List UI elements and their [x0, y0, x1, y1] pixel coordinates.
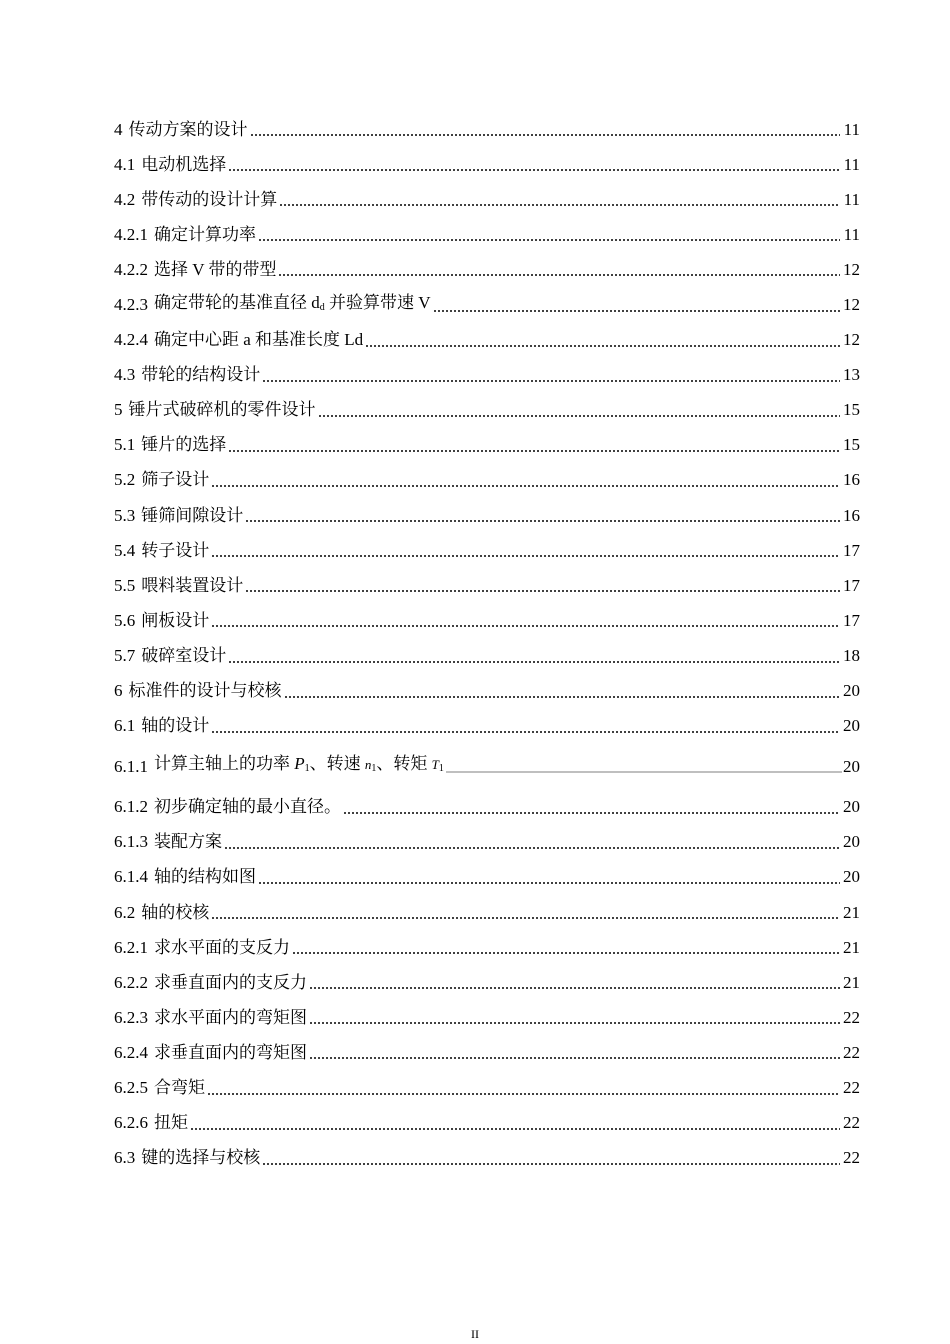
toc-title: 转子设计: [141, 540, 210, 560]
toc-entry-6-1-3[interactable]: [114, 825, 860, 860]
toc-entry-6-1-1[interactable]: [114, 744, 860, 790]
toc-entry-6-1-4[interactable]: [114, 860, 860, 895]
toc-page: 20: [843, 867, 860, 887]
dot-leader: [211, 625, 840, 627]
toc-page: 12: [843, 295, 860, 315]
toc-page: 21: [843, 972, 860, 992]
toc-number: 4.1: [114, 154, 136, 174]
toc-title-part: 、转矩: [376, 754, 432, 774]
dot-leader: [309, 1022, 840, 1024]
toc-title: 闸板设计: [141, 610, 210, 630]
toc-title: 求垂直面内的弯矩图: [154, 1042, 307, 1062]
toc-page: 16: [843, 470, 860, 490]
toc-entry-4[interactable]: [114, 112, 860, 147]
toc-title: [154, 754, 444, 779]
toc-title-part: 、转速: [309, 754, 365, 774]
dot-leader: [279, 204, 840, 206]
toc-title: 扭矩: [154, 1113, 188, 1133]
dot-leader: [211, 731, 840, 733]
dot-leader: [292, 952, 840, 954]
toc-entry-4-2-2[interactable]: [114, 252, 860, 287]
dot-leader: [245, 520, 840, 522]
toc-entry-4-2[interactable]: [114, 182, 860, 217]
dot-leader: [262, 380, 840, 382]
toc-title: 带传动的设计计算: [141, 189, 278, 209]
toc-title: 锤筛间隙设计: [141, 505, 244, 525]
dot-leader: [190, 1128, 840, 1130]
dot-leader: [446, 771, 842, 773]
subscript: 1: [438, 763, 444, 775]
toc-entry-5[interactable]: [114, 393, 860, 428]
toc-page: 15: [843, 435, 860, 455]
dot-leader: [343, 812, 840, 814]
toc-entry-6-2-2[interactable]: [114, 965, 860, 1000]
dot-leader: [245, 590, 840, 592]
symbol-torque: T: [431, 757, 439, 773]
toc-page: 15: [843, 400, 860, 420]
toc-page: 20: [843, 681, 860, 701]
toc-title: 传动方案的设计: [128, 119, 248, 139]
toc-page: 11: [843, 189, 860, 209]
toc-entry-6-2[interactable]: [114, 895, 860, 930]
dot-leader: [228, 169, 840, 171]
dot-leader: [224, 847, 840, 849]
toc-number: 6.2.6: [114, 1113, 148, 1133]
dot-leader: [433, 310, 840, 312]
toc-number: 5.5: [114, 575, 136, 595]
toc-number: 6.1.1: [114, 756, 148, 776]
toc-page: 17: [843, 575, 860, 595]
page-number-footer: II: [471, 1327, 479, 1341]
toc-page: 12: [843, 259, 860, 279]
toc-title: 选择 V 带的带型: [154, 259, 277, 279]
symbol-speed: n: [364, 757, 372, 773]
toc-page: 20: [843, 756, 860, 776]
toc-entry-4-2-3[interactable]: [114, 287, 860, 322]
toc-entry-6-1[interactable]: [114, 709, 860, 744]
toc-title: 轴的结构如图: [154, 867, 256, 887]
toc-page: 11: [843, 154, 860, 174]
toc-title: 求水平面内的弯矩图: [154, 1007, 307, 1027]
symbol-power: P: [294, 754, 305, 774]
toc-entry-4-3[interactable]: [114, 358, 860, 393]
toc-page: 17: [843, 610, 860, 630]
toc-entry-5-1[interactable]: [114, 428, 860, 463]
dot-leader: [228, 450, 840, 452]
toc-entry-6[interactable]: [114, 674, 860, 709]
dot-leader: [318, 415, 841, 417]
toc-title: 喂料装置设计: [141, 575, 244, 595]
toc-number: 5.6: [114, 610, 136, 630]
toc-number: 6.2.5: [114, 1077, 148, 1097]
toc-number: 5.2: [114, 470, 136, 490]
toc-number: 5: [114, 400, 123, 420]
toc-page: 20: [843, 797, 860, 817]
toc-page: 22: [843, 1077, 860, 1097]
toc-page: 11: [843, 224, 860, 244]
toc-number: 4: [114, 119, 123, 139]
toc-number: 4.2: [114, 189, 136, 209]
toc-entry-6-2-5[interactable]: [114, 1070, 860, 1105]
toc-entry-5-4[interactable]: [114, 533, 860, 568]
toc-entry-6-2-6[interactable]: [114, 1106, 860, 1141]
toc-number: 6.1.4: [114, 867, 148, 887]
dot-leader: [211, 555, 840, 557]
dot-leader: [262, 1163, 840, 1165]
toc-number: 4.2.3: [114, 295, 148, 315]
dot-leader: [258, 239, 840, 241]
toc-title-part: 计算主轴上的功率: [154, 754, 295, 774]
toc-title: 合弯矩: [154, 1077, 205, 1097]
toc-title: 确定计算功率: [154, 224, 256, 244]
toc-title: 装配方案: [154, 832, 222, 852]
toc-title: 确定中心距 a 和基准长度 Ld: [154, 330, 364, 350]
toc-title: 锤片的选择: [141, 435, 227, 455]
toc-entry-6-2-1[interactable]: [114, 930, 860, 965]
toc-page: 21: [843, 937, 860, 957]
toc-number: 5.1: [114, 435, 136, 455]
toc-title-part: 确定带轮的基准直径 d: [154, 292, 320, 312]
dot-leader: [211, 485, 840, 487]
toc-entry-6-2-4[interactable]: [114, 1035, 860, 1070]
toc-number: 6.2: [114, 902, 136, 922]
toc-number: 6.2.2: [114, 972, 148, 992]
dot-leader: [309, 987, 840, 989]
toc-page: 11: [843, 119, 860, 139]
toc-entry-4-1[interactable]: [114, 147, 860, 182]
toc-number: 5.3: [114, 505, 136, 525]
toc-entry-5-7[interactable]: [114, 638, 860, 673]
toc-page: 20: [843, 716, 860, 736]
toc-page: 22: [843, 1007, 860, 1027]
toc-number: 6.1.3: [114, 832, 148, 852]
toc-page: 16: [843, 505, 860, 525]
toc-title: 锤片式破碎机的零件设计: [128, 400, 316, 420]
toc-title: 带轮的结构设计: [141, 365, 261, 385]
toc-title: 筛子设计: [141, 470, 210, 490]
dot-leader: [309, 1057, 840, 1059]
toc-entry-5-2[interactable]: [114, 463, 860, 498]
toc-page: 18: [843, 645, 860, 665]
toc-entry-5-5[interactable]: [114, 568, 860, 603]
toc-page: 21: [843, 902, 860, 922]
dot-leader: [278, 274, 840, 276]
subscript: 1: [371, 763, 377, 775]
toc-title: 标准件的设计与校核: [128, 681, 282, 701]
toc-number: 4.2.1: [114, 224, 148, 244]
toc-entry-6-1-2[interactable]: [114, 790, 860, 825]
toc-number: 4.2.4: [114, 330, 148, 350]
toc-number: 6.3: [114, 1148, 136, 1168]
toc-entry-6-3[interactable]: [114, 1141, 860, 1176]
dot-leader: [284, 696, 841, 698]
toc-number: 6.2.1: [114, 937, 148, 957]
subscript: 1: [304, 763, 310, 775]
toc-title: 破碎室设计: [141, 645, 227, 665]
toc-entry-5-6[interactable]: [114, 603, 860, 638]
toc-number: 4.3: [114, 365, 136, 385]
dot-leader: [211, 917, 840, 919]
toc-page: 17: [843, 540, 860, 560]
toc-title-part: 并验算带速 V: [324, 292, 431, 312]
toc-page: 22: [843, 1042, 860, 1062]
toc-page: 22: [843, 1113, 860, 1133]
toc-number: 6: [114, 681, 123, 701]
toc-title: 电动机选择: [141, 154, 227, 174]
dot-leader: [250, 134, 841, 136]
dot-leader: [365, 345, 842, 347]
toc-title: 轴的设计: [141, 716, 210, 736]
toc-number: 6.2.4: [114, 1042, 148, 1062]
toc-title: 初步确定轴的最小直径。: [154, 797, 341, 817]
toc-title: 键的选择与校核: [141, 1148, 261, 1168]
toc-entry-5-3[interactable]: [114, 498, 860, 533]
table-of-contents: [114, 112, 860, 1176]
dot-leader: [207, 1093, 840, 1095]
dot-leader: [228, 661, 840, 663]
toc-number: 5.4: [114, 540, 136, 560]
toc-page: 13: [843, 365, 860, 385]
toc-page: 20: [843, 832, 860, 852]
toc-title: 求垂直面内的支反力: [154, 972, 307, 992]
toc-page: 22: [843, 1148, 860, 1168]
toc-title: [154, 293, 431, 318]
toc-number: 5.7: [114, 645, 136, 665]
toc-entry-4-2-4[interactable]: [114, 323, 860, 358]
dot-leader: [258, 882, 840, 884]
toc-entry-6-2-3[interactable]: [114, 1000, 860, 1035]
toc-number: 4.2.2: [114, 259, 148, 279]
toc-number: 6.1.2: [114, 797, 148, 817]
subscript: d: [319, 301, 325, 313]
toc-title: 轴的校核: [141, 902, 210, 922]
toc-page: 12: [843, 330, 860, 350]
toc-entry-4-2-1[interactable]: [114, 217, 860, 252]
toc-title: 求水平面的支反力: [154, 937, 290, 957]
toc-number: 6.2.3: [114, 1007, 148, 1027]
toc-number: 6.1: [114, 716, 136, 736]
